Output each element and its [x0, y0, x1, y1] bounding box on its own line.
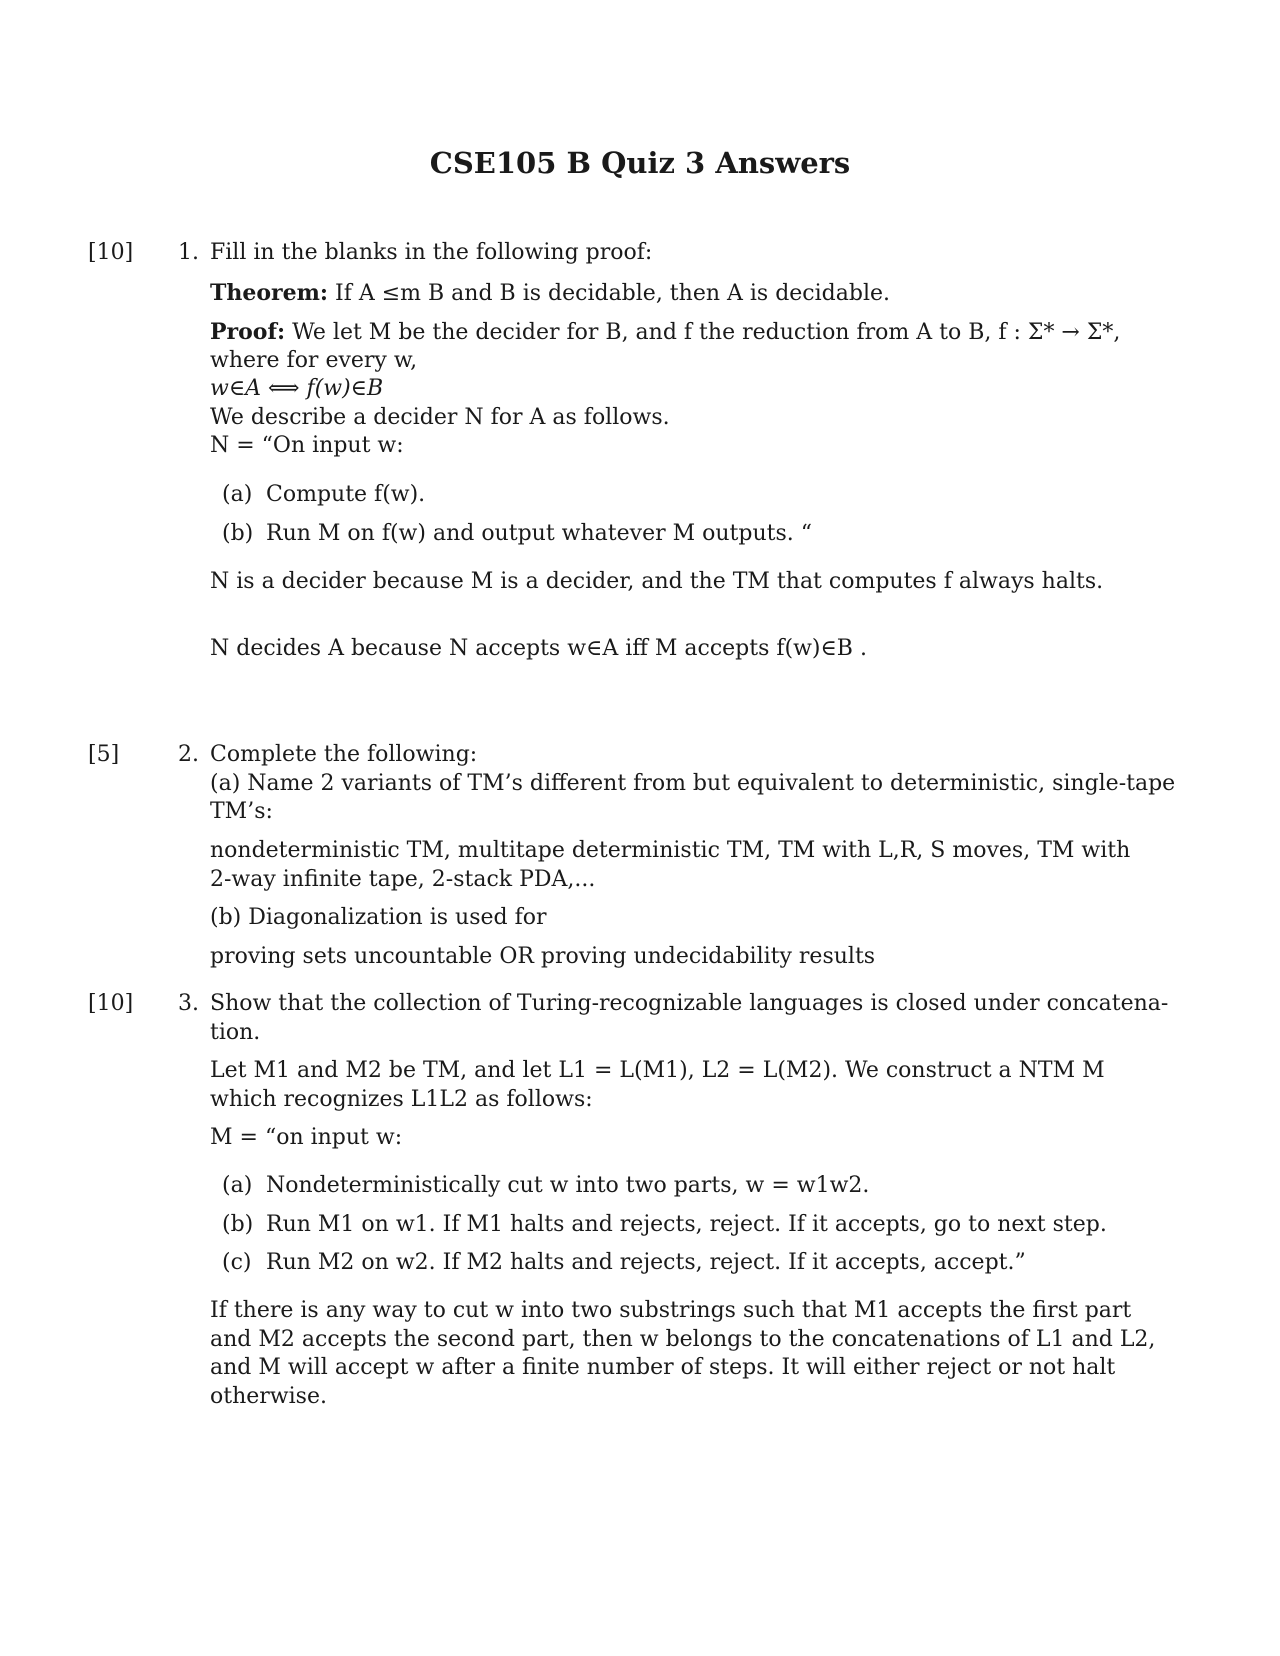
iff-formula: w∈A ⟺ f(w)∈B	[210, 376, 384, 401]
part-a-answer-cont: 2-way infinite tape, 2-stack PDA,...	[210, 867, 596, 892]
item-text: Nondeterministically cut w into two parts, w = w1w2.	[266, 1173, 870, 1198]
decider-reason: N is a decider because M is a decider, and the TM that computes f always halts.	[210, 569, 1104, 594]
list-item	[222, 1250, 1026, 1275]
proof-text: We let M be the decider for B, and f the reduction from A to B, f : Σ* → Σ*,	[292, 320, 1121, 345]
proof-iff	[210, 376, 383, 401]
item-text: Run M2 on w2. If M2 halts and rejects, reject. If it accepts, accept.”	[266, 1250, 1026, 1275]
part-b-answer: proving sets uncountable OR proving undecidability results	[210, 944, 876, 969]
question-intro-cont: tion.	[210, 1020, 261, 1045]
item-text: Run M on f(w) and output whatever M outputs. “	[266, 521, 812, 546]
conclusion-line: otherwise.	[210, 1384, 327, 1409]
page-title: CSE105 B Quiz 3 Answers	[429, 146, 851, 180]
item-text: Compute f(w).	[266, 482, 426, 507]
decider-definition: N = “On input w:	[210, 433, 404, 458]
question-intro: Complete the following:	[210, 742, 478, 767]
conclusion-line: and M will accept w after a finite number of steps. It will either reject or not halt	[210, 1355, 1116, 1380]
question-number: 3.	[178, 991, 199, 1016]
list-item	[222, 521, 812, 546]
conclusion-line: and M2 accepts the second part, then w belongs to the concatenations of L1 and L2,	[210, 1327, 1156, 1352]
question-points: [10]	[88, 991, 134, 1016]
conclusion-line: If there is any way to cut w into two substrings such that M1 accepts the first part	[210, 1298, 1132, 1323]
list-item	[222, 482, 425, 507]
part-a-prompt: (a) Name 2 variants of TM’s different from but equivalent to deterministic, single-tape	[210, 771, 1176, 796]
theorem-label: Theorem:	[210, 280, 329, 306]
question-intro: Fill in the blanks in the following proof:	[210, 240, 653, 265]
item-label: (a)	[222, 1173, 253, 1198]
construction-setup: Let M1 and M2 be TM, and let L1 = L(M1), L2 = L(M2). We construct a NTM M	[210, 1058, 1105, 1083]
item-label: (b)	[222, 521, 254, 546]
question-points: [10]	[88, 240, 134, 265]
proof-where: where for every w,	[210, 348, 418, 373]
decides-reason: N decides A because N accepts w∈A iff M accepts f(w)∈B .	[210, 636, 867, 661]
proof-label: Proof:	[210, 319, 286, 345]
list-item	[222, 1212, 1107, 1237]
theorem	[210, 280, 890, 306]
proof-describe: We describe a decider N for A as follows.	[210, 405, 670, 430]
question-points: [5]	[88, 742, 120, 767]
question-number: 2.	[178, 742, 199, 767]
item-label: (a)	[222, 482, 253, 507]
list-item	[222, 1173, 869, 1198]
question-intro: Show that the collection of Turing-recognizable languages is closed under concatena-	[210, 991, 1169, 1016]
item-label: (b)	[222, 1212, 254, 1237]
question-number: 1.	[178, 240, 199, 265]
item-label: (c)	[222, 1250, 252, 1275]
machine-definition: M = “on input w:	[210, 1125, 403, 1150]
part-a-answer: nondeterministic TM, multitape deterministic TM, TM with L,R, S moves, TM with	[210, 838, 1131, 863]
proof	[210, 319, 1120, 345]
part-a-prompt-cont: TM’s:	[210, 799, 273, 824]
construction-setup-cont: which recognizes L1L2 as follows:	[210, 1087, 593, 1112]
theorem-text: If A ≤m B and B is decidable, then A is decidable.	[335, 281, 890, 306]
item-text: Run M1 on w1. If M1 halts and rejects, reject. If it accepts, go to next step.	[266, 1212, 1107, 1237]
part-b-prompt: (b) Diagonalization is used for	[210, 905, 547, 930]
